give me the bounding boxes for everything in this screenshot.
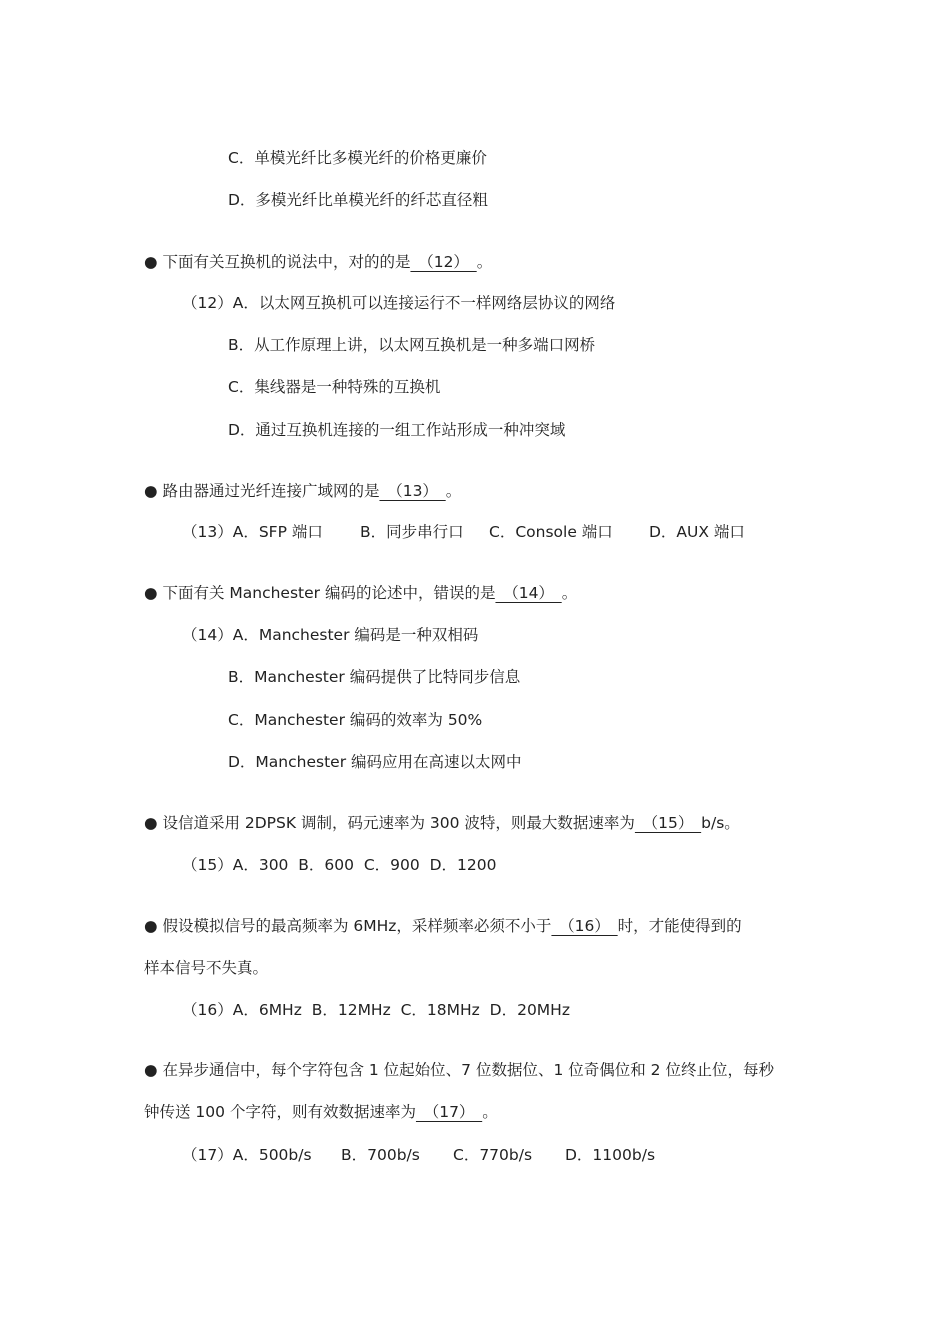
option-d: D．通过互换机连接的一组工作站形成一种冲突域 <box>228 421 566 439</box>
question-13-stem <box>144 481 461 501</box>
option-c: C．770b/s <box>453 1146 533 1164</box>
options-row <box>182 1145 655 1165</box>
option-d: D．AUX 端口 <box>649 523 745 541</box>
stem-end: 。 <box>445 482 462 500</box>
stem-text: 钟传送 100 个字符，则有效数据速率为 <box>144 1103 416 1121</box>
question-12-stem <box>144 252 492 272</box>
stem-end: 。 <box>561 584 578 602</box>
stem-text: ● 下面有关 Manchester 编码的论述中，错误的是 <box>144 584 496 602</box>
option-b: B．Manchester 编码提供了比特同步信息 <box>228 668 521 686</box>
stem-text: ● 路由器通过光纤连接广域网的是 <box>144 482 380 500</box>
stem-end: 。 <box>482 1103 498 1121</box>
question-14-stem <box>144 583 577 603</box>
option-b: B．同步串行口 <box>360 523 464 541</box>
stem-text: ● 设信道采用 2DPSK 调制，码元速率为 300 波特，则最大数据速率为 <box>144 814 635 832</box>
option-c: C．Manchester 编码的效率为 50% <box>228 711 483 729</box>
options-row: （16）A．6MHz B．12MHz C．18MHz D．20MHz <box>182 1001 570 1019</box>
options-row: （15）A．300 B．600 C．900 D．1200 <box>182 856 497 874</box>
answer-blank: （15） <box>634 814 702 832</box>
answer-blank: （13） <box>379 482 446 500</box>
stem-text: ● 假设模拟信号的最高频率为 6MHz，采样频率必须不小于 <box>144 917 552 935</box>
stem-end: b/s。 <box>701 814 740 832</box>
stem-end: 。 <box>476 253 493 271</box>
options-row <box>182 522 745 542</box>
option-d: D．Manchester 编码应用在高速以太网中 <box>228 753 522 771</box>
option-c: C．集线器是一种特殊的互换机 <box>228 378 441 396</box>
stem-text: ● 下面有关互换机的说法中，对的的是 <box>144 253 411 271</box>
answer-blank: （12） <box>410 253 477 271</box>
answer-blank: （16） <box>551 917 618 935</box>
option-c: C．单模光纤比多模光纤的价格更廉价 <box>228 149 487 167</box>
option-a: （12）A．以太网互换机可以连接运行不一样网络层协议的网络 <box>182 294 616 312</box>
option-a: （13）A．SFP 端口 <box>182 523 323 541</box>
option-d: D．1100b/s <box>565 1146 656 1164</box>
question-17-stem: ● 在异步通信中，每个字符包含 1 位起始位、7 位数据位、1 位奇偶位和 2 位终止位，每秒 <box>144 1061 774 1079</box>
question-16-stem-continued: 样本信号不失真。 <box>144 959 269 977</box>
option-a: （14）A．Manchester 编码是一种双相码 <box>182 626 479 644</box>
question-16-stem <box>144 916 742 936</box>
option-b: B．从工作原理上讲，以太网互换机是一种多端口网桥 <box>228 336 596 354</box>
option-b: B．700b/s <box>341 1146 420 1164</box>
question-15-stem <box>144 813 740 833</box>
option-c: C．Console 端口 <box>489 523 613 541</box>
answer-blank: （14） <box>495 584 562 602</box>
option-d: D．多模光纤比单模光纤的纤芯直径粗 <box>228 191 488 209</box>
option-a: （17）A．500b/s <box>182 1146 312 1164</box>
stem-end: 时，才能使得到的 <box>617 917 742 935</box>
question-17-stem-continued <box>144 1102 498 1122</box>
answer-blank: （17） <box>415 1103 483 1121</box>
